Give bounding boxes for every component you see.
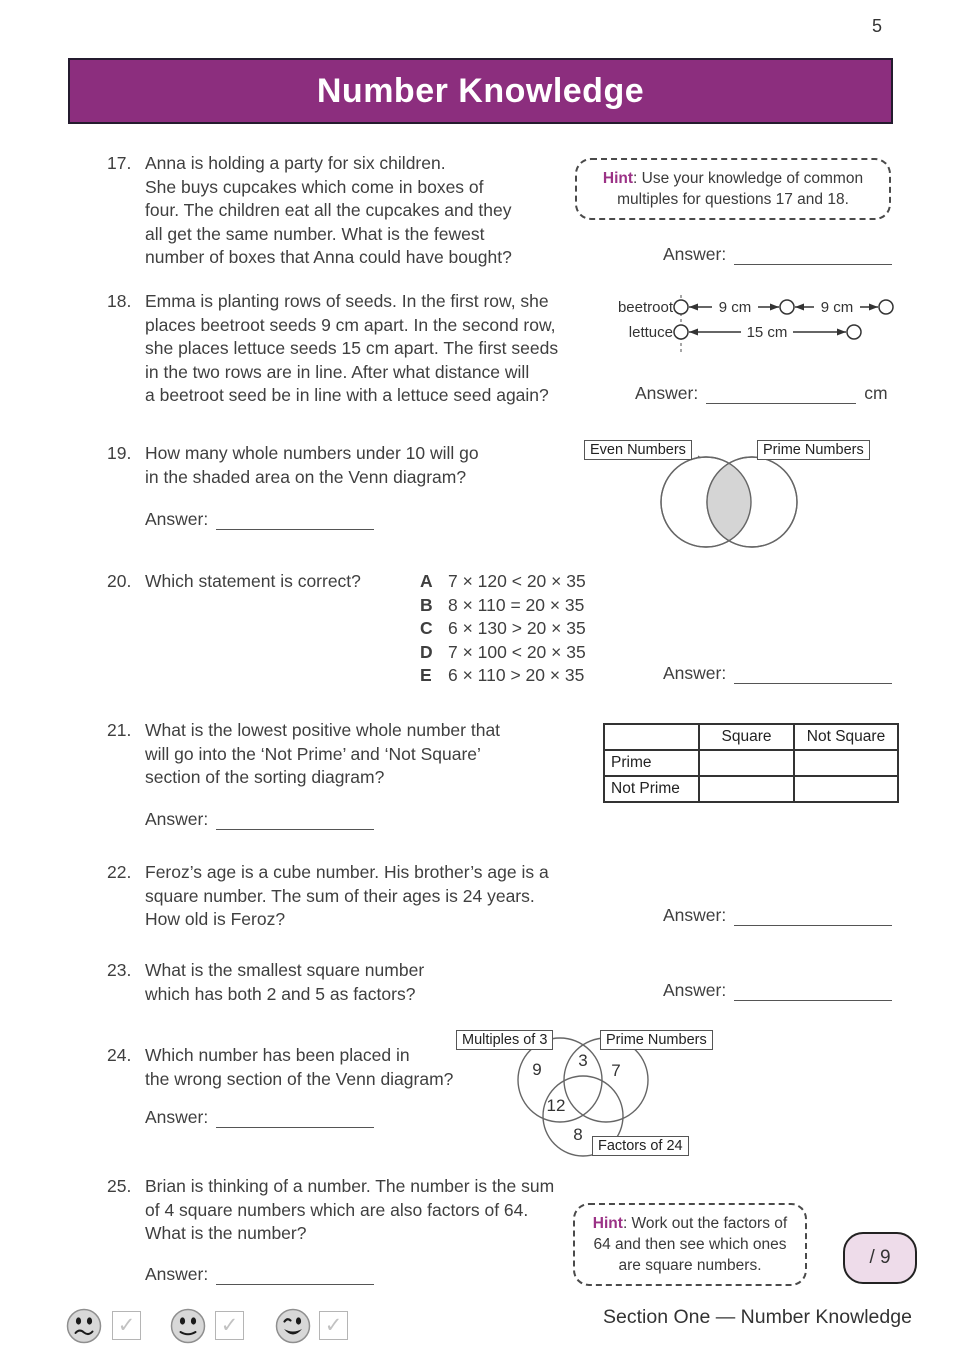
question-17-text: Anna is holding a party for six children. xyxy=(145,153,446,173)
answer-21 xyxy=(145,809,374,830)
neutral-face-icon xyxy=(170,1308,206,1344)
question-25-number: 25. xyxy=(107,1176,132,1196)
seed-icon xyxy=(847,325,861,339)
option-e xyxy=(420,664,586,688)
answer-label: Answer: xyxy=(145,1264,209,1284)
question-23-text: which has both 2 and 5 as factors? xyxy=(145,983,416,1004)
check-icon: ✓ xyxy=(117,1314,136,1337)
score-label: / 9 xyxy=(869,1247,891,1268)
question-19-text: How many whole numbers under 10 will go xyxy=(145,443,479,463)
section-banner xyxy=(68,58,893,124)
answer-label: Answer: xyxy=(663,905,727,925)
unit-label: cm xyxy=(864,383,888,403)
venn-left-label: Even Numbers xyxy=(584,440,692,460)
hint-text: : Use your knowledge of common multiples for questions 17 and 18. xyxy=(617,170,864,208)
option-d xyxy=(420,641,586,665)
question-19-text: in the shaded area on the Venn diagram? xyxy=(145,466,467,487)
question-17-number: 17. xyxy=(107,153,132,173)
answer-22 xyxy=(663,905,892,926)
answer-25 xyxy=(145,1264,374,1285)
question-17-text: all get the same number. What is the fewest xyxy=(145,223,485,244)
seeds-diagram-svg xyxy=(603,293,903,361)
option-b xyxy=(420,594,586,618)
option-letter: D xyxy=(420,641,433,662)
answer-20 xyxy=(663,663,892,684)
answer-label: Answer: xyxy=(635,383,699,403)
answer-line-24[interactable] xyxy=(216,1108,374,1128)
option-expression: 7 × 120 < 20 × 35 xyxy=(448,571,586,591)
question-23-number: 23. xyxy=(107,960,132,980)
answer-line-21[interactable] xyxy=(216,810,374,830)
distance-label: 9 cm xyxy=(820,299,854,316)
option-expression: 6 × 130 > 20 × 35 xyxy=(448,618,586,639)
question-21 xyxy=(107,719,577,790)
neutral-checkbox[interactable] xyxy=(215,1311,244,1340)
option-expression: 7 × 100 < 20 × 35 xyxy=(448,641,586,662)
answer-line-18[interactable] xyxy=(706,384,856,404)
venn-number-12: 12 xyxy=(546,1096,566,1115)
question-18-text: in the two rows are in line. After what distance will xyxy=(145,361,530,382)
question-18-text: she places lettuce seeds 15 cm apart. The first seeds xyxy=(145,338,559,358)
question-23 xyxy=(107,959,577,1006)
option-letter: A xyxy=(420,571,433,591)
beetroot-label: beetroot xyxy=(617,299,673,316)
question-19 xyxy=(107,442,577,489)
question-24-number: 24. xyxy=(107,1045,132,1065)
question-21-text: What is the lowest positive whole number that xyxy=(145,720,501,740)
question-20-text: Which statement is correct? xyxy=(145,571,361,591)
question-22-text: square number. The sum of their ages is 24 years. xyxy=(145,885,535,906)
question-17 xyxy=(107,152,577,270)
question-18-text: Emma is planting rows of seeds. In the first row, she xyxy=(145,291,549,311)
question-17-text: four. The children eat all the cupcakes and they xyxy=(145,200,512,220)
section-footer: Section One — Number Knowledge xyxy=(603,1306,912,1328)
venn-primes-circle xyxy=(564,1038,648,1122)
answer-line-17[interactable] xyxy=(734,245,892,265)
question-22-text: How old is Feroz? xyxy=(145,909,286,929)
question-20-options xyxy=(420,570,586,688)
seeds-diagram xyxy=(603,293,903,366)
seed-icon xyxy=(674,300,688,314)
hint-label: Hint xyxy=(602,170,634,187)
option-expression: 8 × 110 = 20 × 35 xyxy=(448,594,585,615)
hint-box-top xyxy=(575,158,891,220)
answer-label: Answer: xyxy=(145,509,209,529)
page-number: 5 xyxy=(872,16,883,36)
answer-line-19[interactable] xyxy=(216,510,374,530)
option-a xyxy=(420,570,586,594)
venn-primes-label: Prime Numbers xyxy=(600,1030,713,1050)
venn-multiples-label: Multiples of 3 xyxy=(456,1030,553,1050)
question-18-text: places beetroot seeds 9 cm apart. In the second row, xyxy=(145,314,556,335)
option-letter: C xyxy=(420,618,433,639)
table-header-square: Square xyxy=(699,724,794,750)
seed-icon xyxy=(879,300,893,314)
answer-17 xyxy=(663,244,892,265)
question-20-number: 20. xyxy=(107,571,132,591)
question-17-text: number of boxes that Anna could have bought? xyxy=(145,247,512,267)
answer-line-20[interactable] xyxy=(734,664,892,684)
question-25 xyxy=(107,1175,607,1246)
table-row-prime: Prime xyxy=(604,750,699,776)
hint-text: : Work out the factors of 64 and then see which ones are square numbers. xyxy=(593,1215,788,1274)
answer-label: Answer: xyxy=(663,980,727,1000)
happy-checkbox[interactable] xyxy=(319,1311,348,1340)
answer-line-22[interactable] xyxy=(734,906,892,926)
question-20 xyxy=(107,570,437,594)
answer-label: Answer: xyxy=(145,1107,209,1127)
question-17-text: She buys cupcakes which come in boxes of xyxy=(145,176,484,197)
answer-18 xyxy=(635,383,888,404)
answer-line-23[interactable] xyxy=(734,981,892,1001)
page-title: Number Knowledge xyxy=(316,71,645,110)
answer-label: Answer: xyxy=(145,809,209,829)
option-letter: B xyxy=(420,594,433,615)
question-21-text: will go into the ‘Not Prime’ and ‘Not Square’ xyxy=(145,743,481,764)
answer-19 xyxy=(145,509,374,530)
question-19-number: 19. xyxy=(107,443,132,463)
table-cell-notprime-notsquare[interactable] xyxy=(794,776,898,802)
question-22 xyxy=(107,861,607,932)
question-24-text: the wrong section of the Venn diagram? xyxy=(145,1068,454,1089)
answer-23 xyxy=(663,980,892,1001)
venn-diagram-two xyxy=(580,438,892,550)
question-24-text: Which number has been placed in xyxy=(145,1045,410,1065)
table-cell-prime-notsquare[interactable] xyxy=(794,750,898,776)
venn-number-7: 7 xyxy=(611,1061,621,1080)
option-letter: E xyxy=(420,665,432,686)
sad-checkbox[interactable] xyxy=(112,1311,141,1340)
answer-line-25[interactable] xyxy=(216,1265,374,1285)
seed-icon xyxy=(674,325,688,339)
lettuce-label: lettuce xyxy=(628,324,673,341)
check-icon: ✓ xyxy=(220,1314,239,1337)
venn-number-8: 8 xyxy=(573,1125,583,1144)
answer-label: Answer: xyxy=(663,663,727,683)
sorting-diagram-table xyxy=(603,723,899,803)
table-corner-cell xyxy=(604,724,699,750)
venn-number-3: 3 xyxy=(578,1051,588,1070)
question-25-text: of 4 square numbers which are also factors of 64. xyxy=(145,1199,529,1220)
score-box xyxy=(843,1232,917,1284)
venn-diagram-three xyxy=(440,1022,730,1172)
sad-face-icon xyxy=(66,1308,102,1344)
check-icon: ✓ xyxy=(324,1314,343,1337)
option-expression: 6 × 110 > 20 × 35 xyxy=(448,665,585,686)
table-header-not-square: Not Square xyxy=(794,724,898,750)
answer-label: Answer: xyxy=(663,244,727,264)
question-21-number: 21. xyxy=(107,720,132,740)
question-18-text: a beetroot seed be in line with a lettuce seed again? xyxy=(145,385,549,405)
question-21-text: section of the sorting diagram? xyxy=(145,767,385,787)
venn-right-label: Prime Numbers xyxy=(757,440,870,460)
distance-label: 15 cm xyxy=(746,324,788,341)
hint-label: Hint xyxy=(592,1215,623,1232)
distance-label: 9 cm xyxy=(718,299,752,316)
table-cell-prime-square[interactable] xyxy=(699,750,794,776)
seed-icon xyxy=(780,300,794,314)
venn-factors-label: Factors of 24 xyxy=(592,1136,689,1156)
happy-face-icon xyxy=(275,1308,311,1344)
question-25-text: Brian is thinking of a number. The number is the sum xyxy=(145,1176,555,1196)
venn-number-9: 9 xyxy=(532,1060,542,1079)
question-22-number: 22. xyxy=(107,862,132,882)
table-cell-notprime-square[interactable] xyxy=(699,776,794,802)
answer-24 xyxy=(145,1107,374,1128)
table-row-not-prime: Not Prime xyxy=(604,776,699,802)
question-23-text: What is the smallest square number xyxy=(145,960,425,980)
question-25-text: What is the number? xyxy=(145,1223,307,1243)
question-18-number: 18. xyxy=(107,291,132,311)
option-c xyxy=(420,617,586,641)
question-18 xyxy=(107,290,607,408)
question-22-text: Feroz’s age is a cube number. His brother’s age is a xyxy=(145,862,549,882)
hint-box-bottom xyxy=(573,1203,807,1286)
